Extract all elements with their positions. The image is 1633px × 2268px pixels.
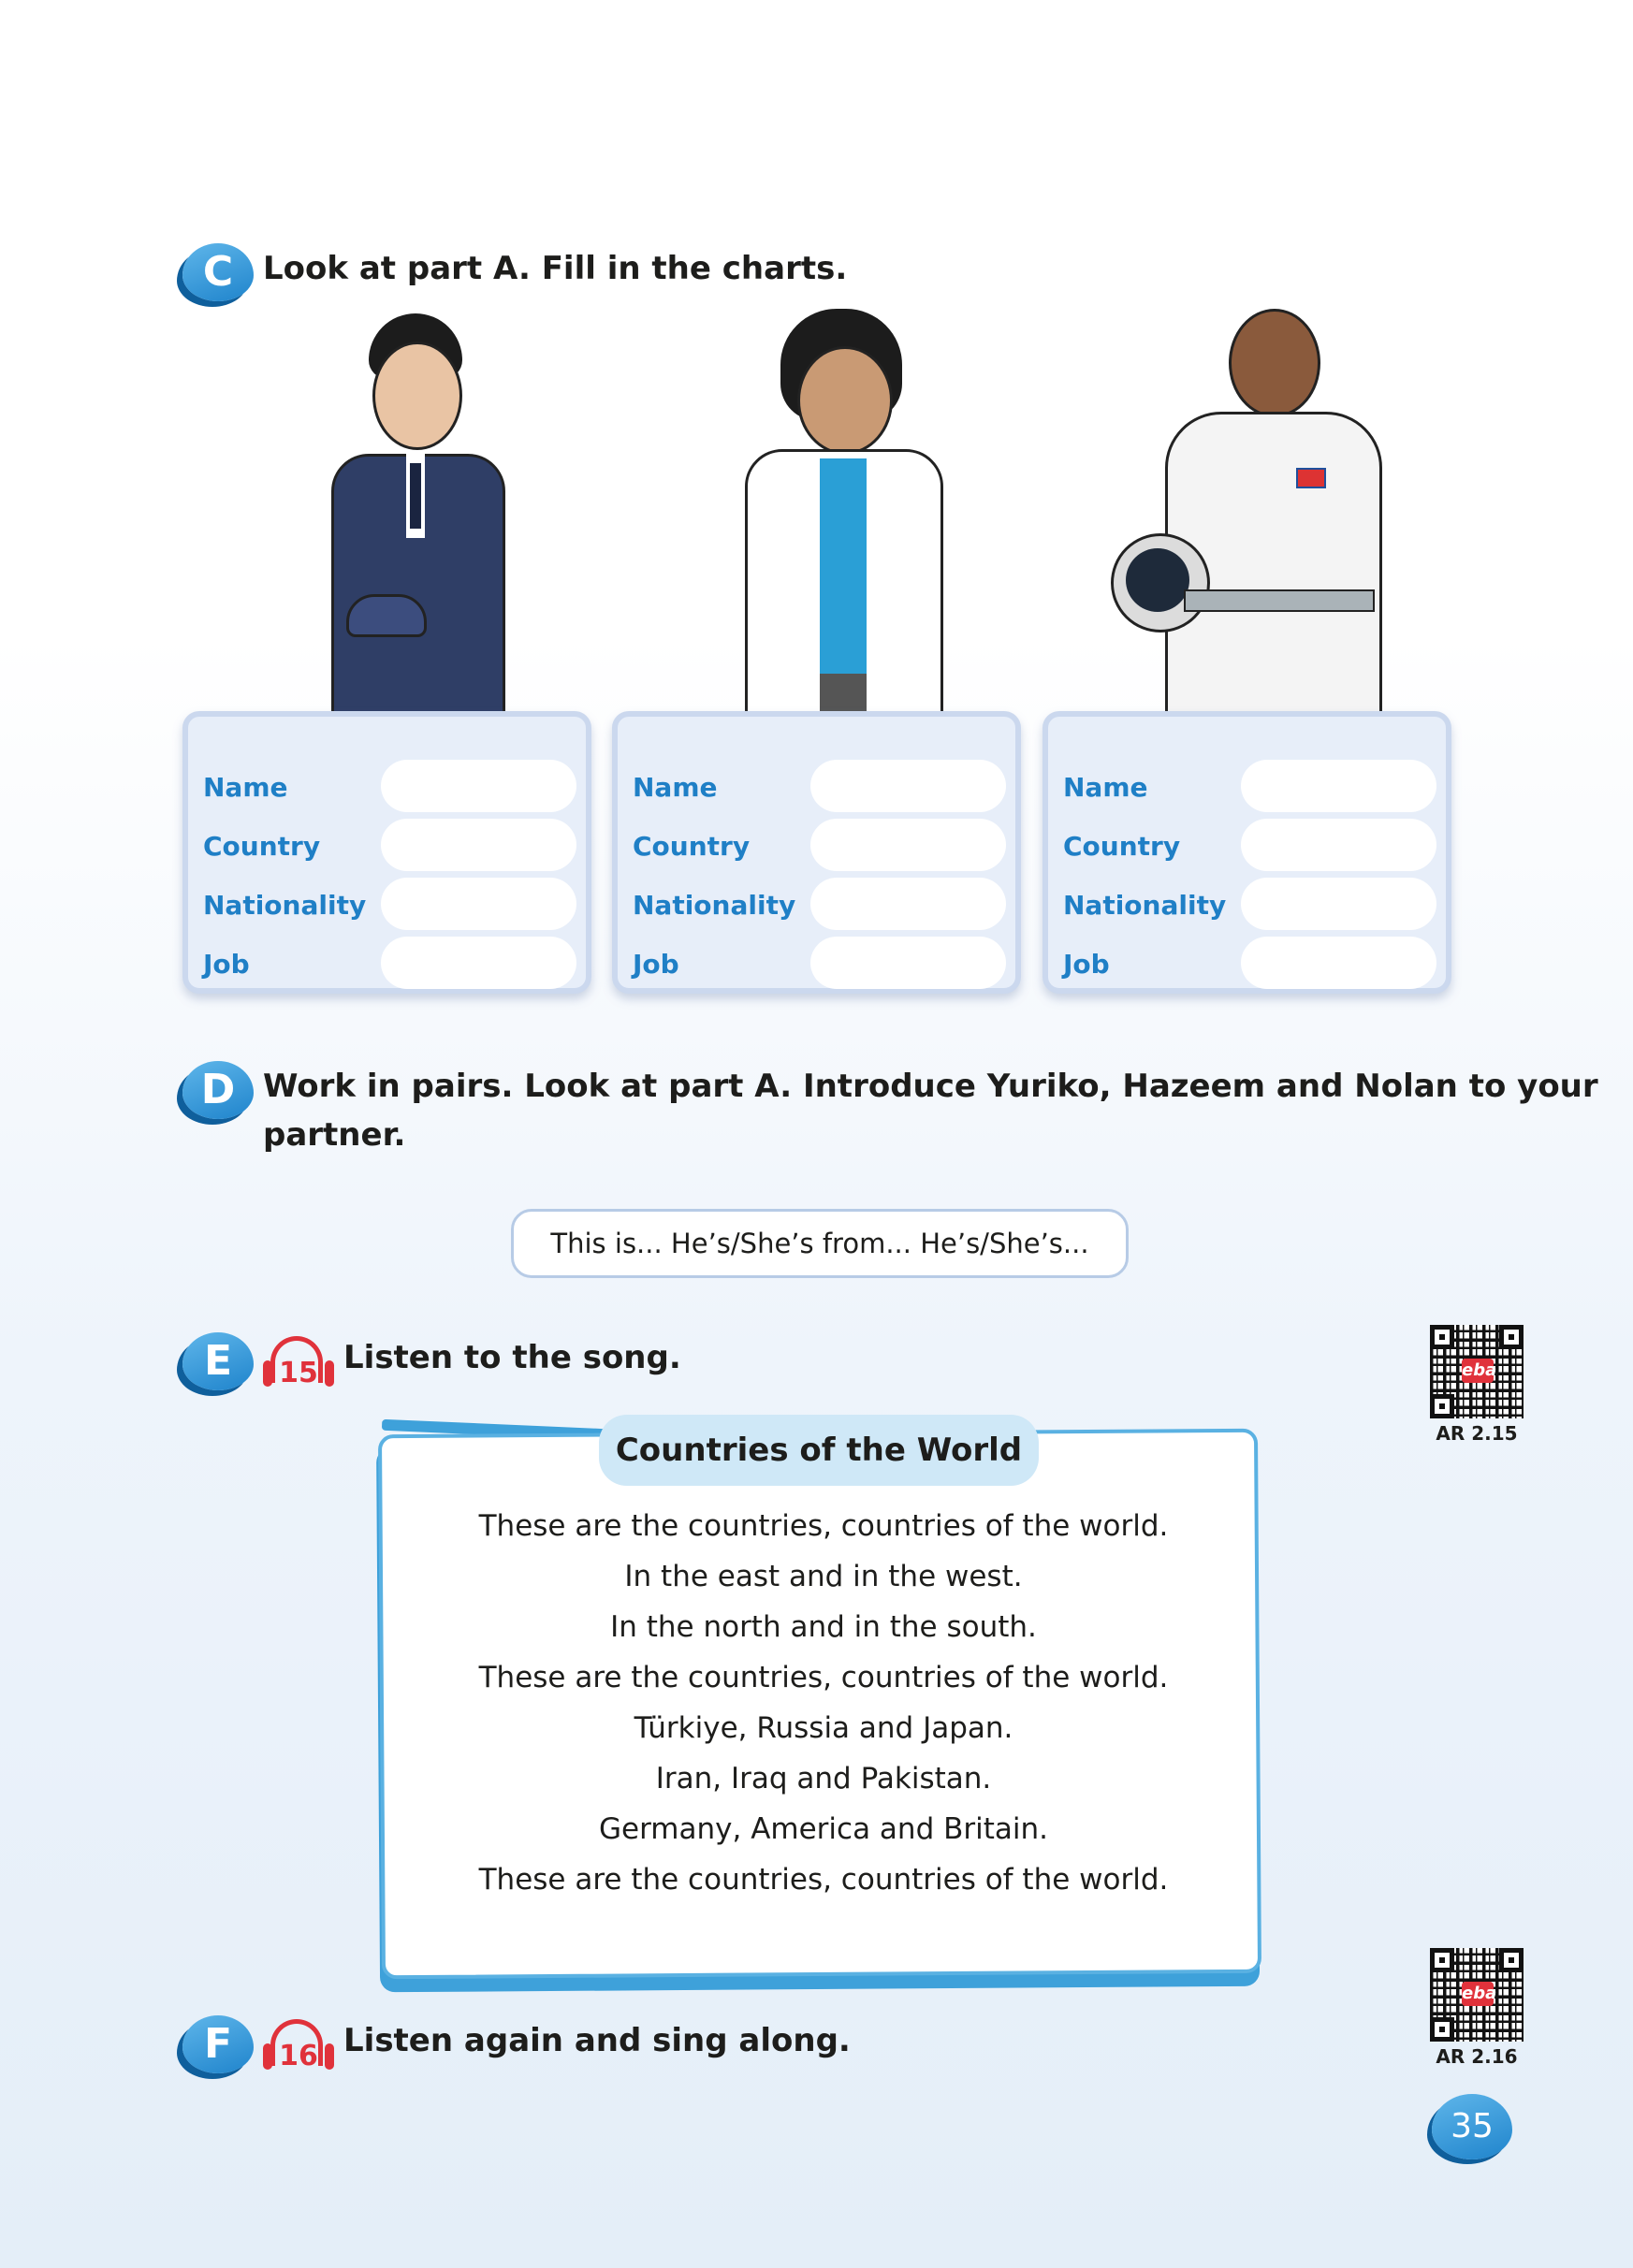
lyric-line: In the north and in the south.: [610, 1610, 1037, 1644]
nationality-input-3[interactable]: [1241, 878, 1436, 930]
label-nationality: Nationality: [1063, 889, 1227, 921]
job-input-3[interactable]: [1241, 937, 1436, 989]
section-c-header: [182, 243, 847, 301]
name-input-3[interactable]: [1241, 760, 1436, 812]
label-name: Name: [1063, 771, 1148, 803]
qr-logo: eba: [1462, 1359, 1494, 1383]
lyric-line: These are the countries, countries of the world.: [478, 1661, 1169, 1694]
chart-card-3: [1042, 711, 1451, 994]
section-d-instruction-line2: partner.: [263, 1116, 406, 1154]
section-f-instruction: Listen again and sing along.: [343, 2022, 851, 2059]
chart-card-2: [612, 711, 1021, 994]
name-input-1[interactable]: [381, 760, 576, 812]
section-c-badge: C: [182, 243, 254, 301]
lyric-line: These are the countries, countries of the world.: [478, 1509, 1169, 1543]
job-input-2[interactable]: [810, 937, 1006, 989]
country-input-3[interactable]: [1241, 819, 1436, 871]
label-country: Country: [633, 830, 751, 862]
audio-track-16[interactable]: [263, 2019, 334, 2075]
section-f-header: [182, 2015, 851, 2075]
pilot-illustration: [309, 313, 524, 716]
track-number: 16: [279, 2040, 318, 2072]
qr-code-icon: [1430, 1325, 1524, 1418]
qr-label: AR 2.16: [1436, 2045, 1518, 2068]
qr-label: AR 2.15: [1436, 1422, 1518, 1445]
lyric-line: In the east and in the west.: [624, 1560, 1023, 1593]
label-job: Job: [633, 948, 679, 980]
label-country: Country: [1063, 830, 1181, 862]
nationality-input-2[interactable]: [810, 878, 1006, 930]
label-name: Name: [203, 771, 288, 803]
section-d-text: [254, 1061, 1598, 1160]
lyric-line: These are the countries, countries of the world.: [478, 1863, 1169, 1897]
name-input-2[interactable]: [810, 760, 1006, 812]
astronaut-illustration: [1100, 309, 1399, 716]
lyric-line: Iran, Iraq and Pakistan.: [655, 1762, 992, 1796]
label-name: Name: [633, 771, 718, 803]
country-input-1[interactable]: [381, 819, 576, 871]
page-number: 35: [1432, 2094, 1512, 2159]
job-input-1[interactable]: [381, 937, 576, 989]
label-job: Job: [1063, 948, 1110, 980]
section-d-instruction-line1: Work in pairs. Look at part A. Introduce Yuriko, Hazeem and Nolan to your: [263, 1068, 1598, 1105]
section-c-instruction: Look at part A. Fill in the charts.: [263, 250, 848, 287]
qr-code-icon: [1430, 1948, 1524, 2042]
nationality-input-1[interactable]: [381, 878, 576, 930]
label-nationality: Nationality: [203, 889, 367, 921]
label-job: Job: [203, 948, 250, 980]
headphones-icon: [263, 2019, 334, 2075]
section-d-badge: D: [182, 1061, 254, 1119]
qr-logo: eba: [1462, 1982, 1494, 2006]
section-e-badge: E: [182, 1332, 254, 1390]
lyric-line: Türkiye, Russia and Japan.: [634, 1711, 1013, 1745]
country-input-2[interactable]: [810, 819, 1006, 871]
qr-code-ar-2-16[interactable]: [1430, 1948, 1524, 2068]
song-lyrics: [402, 1501, 1245, 1905]
section-f-badge: F: [182, 2015, 254, 2073]
lyric-line: Germany, America and Britain.: [599, 1812, 1048, 1846]
label-country: Country: [203, 830, 321, 862]
speech-bubble: This is... He’s/She’s from... He’s/She’s...: [511, 1209, 1129, 1278]
section-e-header: [182, 1332, 681, 1392]
track-number: 15: [279, 1357, 318, 1389]
song-title: Countries of the World: [599, 1415, 1039, 1486]
audio-track-15[interactable]: [263, 1336, 334, 1392]
section-d-header: [182, 1061, 1598, 1160]
label-nationality: Nationality: [633, 889, 796, 921]
section-e-instruction: Listen to the song.: [343, 1339, 681, 1376]
headphones-icon: [263, 1336, 334, 1392]
qr-code-ar-2-15[interactable]: [1430, 1325, 1524, 1445]
chart-card-1: [182, 711, 591, 994]
doctor-illustration: [730, 309, 955, 716]
